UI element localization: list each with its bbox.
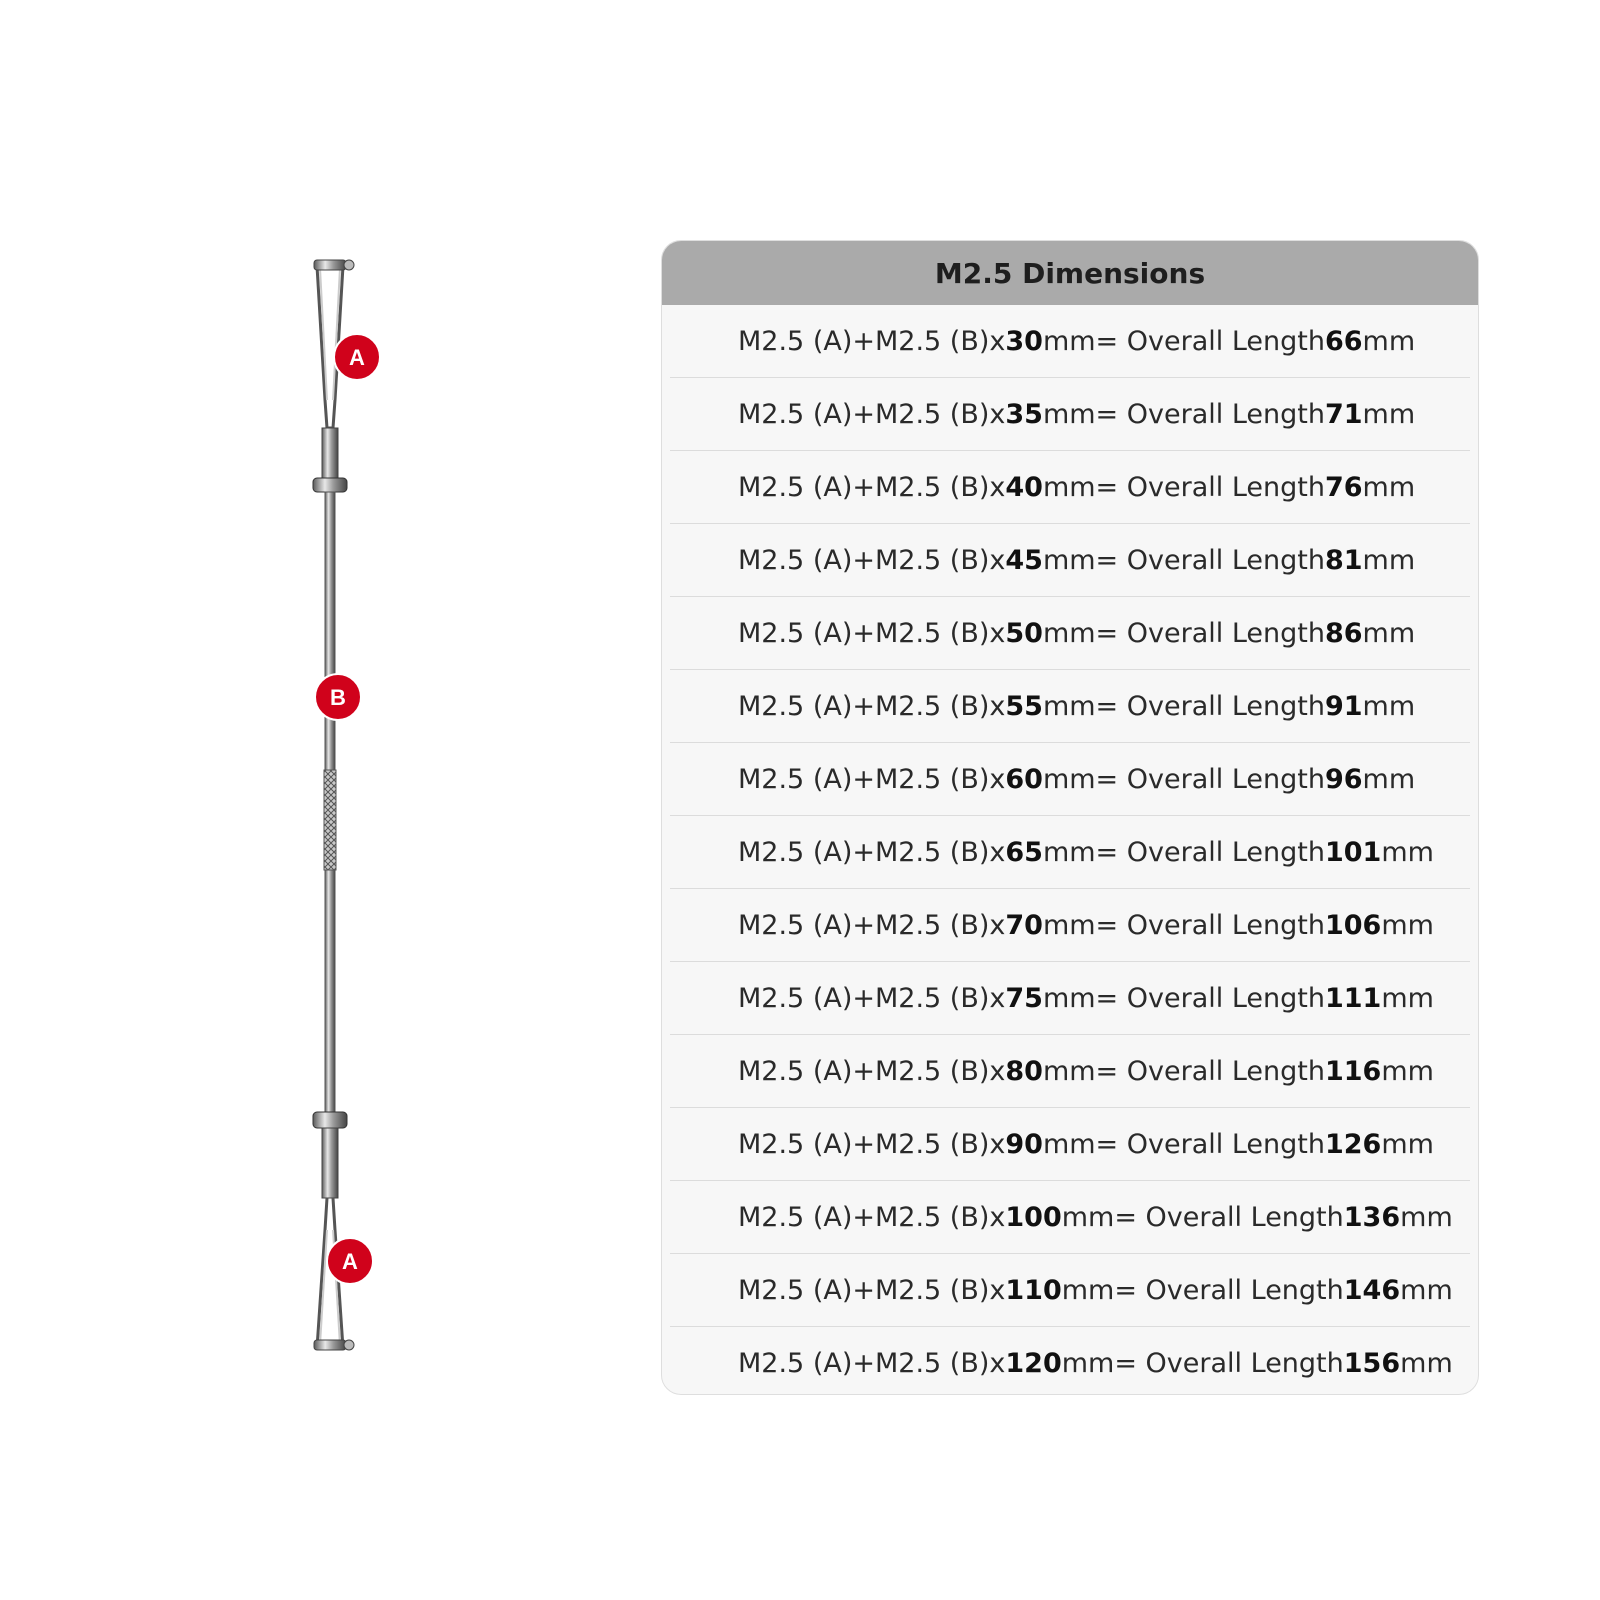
top-lock-nut (313, 478, 347, 492)
row-unit: mm (1381, 1128, 1434, 1160)
table-row (670, 378, 1470, 451)
table-row (670, 1035, 1470, 1108)
row-middle: mm= Overall Length (1042, 763, 1325, 795)
row-prefix: M2.5 (A)+M2.5 (B)x (738, 836, 1006, 868)
row-unit: mm (1381, 836, 1434, 868)
table-row (670, 305, 1470, 378)
row-middle: mm= Overall Length (1042, 1128, 1325, 1160)
table-row (670, 597, 1470, 670)
row-middle: mm= Overall Length (1061, 1347, 1344, 1379)
table-rows (662, 305, 1478, 1395)
row-prefix: M2.5 (A)+M2.5 (B)x (738, 982, 1006, 1014)
row-rod-length: 120 (1005, 1347, 1062, 1379)
row-prefix: M2.5 (A)+M2.5 (B)x (738, 1128, 1006, 1160)
row-unit: mm (1381, 982, 1434, 1014)
row-rod-length: 75 (1005, 982, 1043, 1014)
table-row (670, 1327, 1470, 1395)
row-overall-length: 66 (1324, 325, 1363, 357)
table-row (670, 451, 1470, 524)
marker-a-bottom-label: A (342, 1249, 358, 1274)
row-prefix: M2.5 (A)+M2.5 (B)x (738, 544, 1006, 576)
row-rod-length: 100 (1005, 1201, 1062, 1233)
row-unit: mm (1362, 763, 1416, 795)
table-row (670, 889, 1470, 962)
row-middle: mm= Overall Length (1042, 909, 1325, 941)
row-overall-length: 81 (1324, 544, 1363, 576)
row-unit: mm (1362, 617, 1416, 649)
row-overall-length: 91 (1324, 690, 1363, 722)
row-rod-length: 30 (1005, 325, 1043, 357)
row-unit: mm (1362, 471, 1416, 503)
row-rod-length: 60 (1005, 763, 1043, 795)
table-row (670, 670, 1470, 743)
row-unit: mm (1381, 909, 1434, 941)
row-unit: mm (1400, 1201, 1453, 1233)
row-overall-length: 106 (1324, 909, 1382, 941)
marker-a-bottom (327, 1238, 373, 1284)
row-overall-length: 156 (1343, 1347, 1401, 1379)
row-middle: mm= Overall Length (1042, 836, 1325, 868)
row-rod-length: 80 (1005, 1055, 1043, 1087)
table-row (670, 524, 1470, 597)
row-overall-length: 116 (1324, 1055, 1382, 1087)
table-row (670, 816, 1470, 889)
row-unit: mm (1362, 690, 1416, 722)
row-unit: mm (1362, 398, 1416, 430)
row-middle: mm= Overall Length (1042, 325, 1325, 357)
dimensions-table (661, 240, 1479, 1395)
table-row (670, 1181, 1470, 1254)
row-overall-length: 76 (1324, 471, 1363, 503)
row-middle: mm= Overall Length (1042, 471, 1325, 503)
row-middle: mm= Overall Length (1061, 1274, 1344, 1306)
table-row (670, 743, 1470, 816)
row-rod-length: 55 (1005, 690, 1043, 722)
row-overall-length: 71 (1324, 398, 1363, 430)
row-rod-length: 35 (1005, 398, 1043, 430)
row-prefix: M2.5 (A)+M2.5 (B)x (738, 1055, 1006, 1087)
row-unit: mm (1381, 1055, 1434, 1087)
row-rod-length: 65 (1005, 836, 1043, 868)
row-prefix: M2.5 (A)+M2.5 (B)x (738, 471, 1006, 503)
row-prefix: M2.5 (A)+M2.5 (B)x (738, 909, 1006, 941)
row-overall-length: 126 (1324, 1128, 1382, 1160)
table-title: M2.5 Dimensions (934, 256, 1206, 290)
row-prefix: M2.5 (A)+M2.5 (B)x (738, 763, 1006, 795)
row-overall-length: 101 (1324, 836, 1382, 868)
row-rod-length: 45 (1005, 544, 1043, 576)
pushrod-illustration (280, 240, 420, 1400)
row-unit: mm (1362, 544, 1416, 576)
row-prefix: M2.5 (A)+M2.5 (B)x (738, 1347, 1006, 1379)
row-rod-length: 50 (1005, 617, 1043, 649)
row-middle: mm= Overall Length (1042, 544, 1325, 576)
row-middle: mm= Overall Length (1042, 617, 1325, 649)
row-middle: mm= Overall Length (1042, 398, 1325, 430)
row-prefix: M2.5 (A)+M2.5 (B)x (738, 398, 1006, 430)
row-overall-length: 111 (1324, 982, 1382, 1014)
row-prefix: M2.5 (A)+M2.5 (B)x (738, 1201, 1006, 1233)
knurled-grip (324, 770, 336, 870)
table-row (670, 1254, 1470, 1327)
marker-b (315, 674, 361, 720)
marker-b-label: B (330, 685, 346, 710)
row-rod-length: 40 (1005, 471, 1043, 503)
row-overall-length: 96 (1324, 763, 1363, 795)
table-header (662, 241, 1478, 305)
row-rod-length: 90 (1005, 1128, 1043, 1160)
row-prefix: M2.5 (A)+M2.5 (B)x (738, 1274, 1006, 1306)
table-row (670, 962, 1470, 1035)
row-prefix: M2.5 (A)+M2.5 (B)x (738, 690, 1006, 722)
row-unit: mm (1400, 1347, 1453, 1379)
row-middle: mm= Overall Length (1061, 1201, 1344, 1233)
row-overall-length: 86 (1324, 617, 1363, 649)
marker-a-top-label: A (349, 345, 365, 370)
row-middle: mm= Overall Length (1042, 982, 1325, 1014)
row-middle: mm= Overall Length (1042, 690, 1325, 722)
table-row (670, 1108, 1470, 1181)
row-prefix: M2.5 (A)+M2.5 (B)x (738, 617, 1006, 649)
row-prefix: M2.5 (A)+M2.5 (B)x (738, 325, 1006, 357)
bottom-lock-nut (313, 1112, 347, 1128)
row-overall-length: 136 (1343, 1201, 1401, 1233)
row-unit: mm (1362, 325, 1416, 357)
row-rod-length: 110 (1005, 1274, 1062, 1306)
row-middle: mm= Overall Length (1042, 1055, 1325, 1087)
row-unit: mm (1400, 1274, 1453, 1306)
row-overall-length: 146 (1343, 1274, 1401, 1306)
row-rod-length: 70 (1005, 909, 1043, 941)
marker-a-top (334, 334, 380, 380)
